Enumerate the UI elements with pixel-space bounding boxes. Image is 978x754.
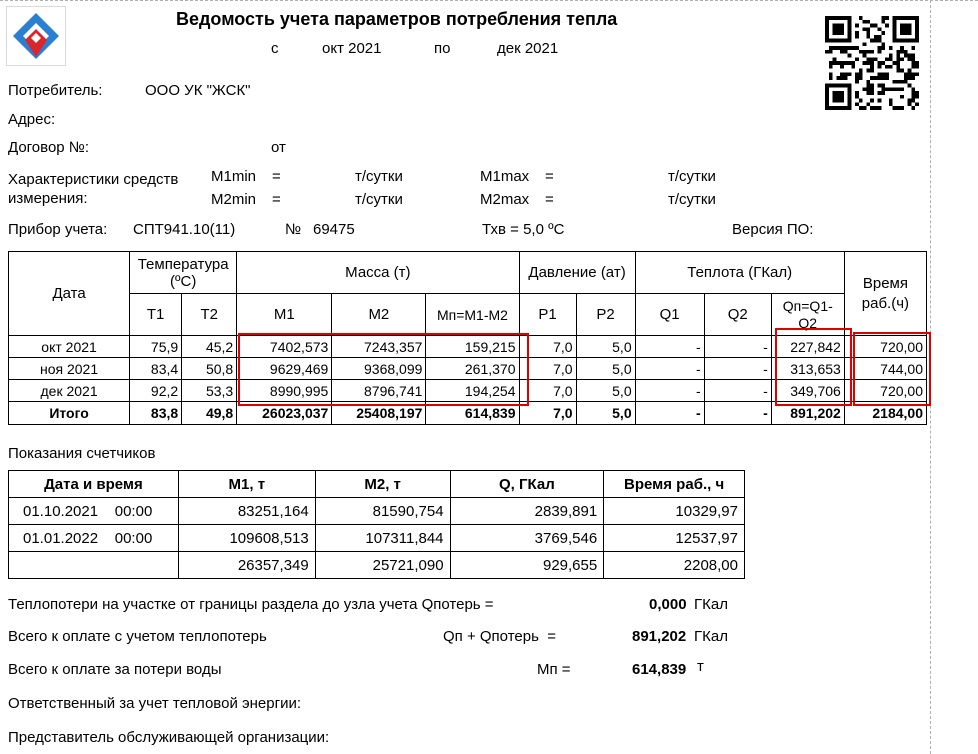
header-mp: Mп=M1-M2 [426,294,519,336]
company-logo [6,6,66,66]
meter-q: 3769,546 [450,525,604,552]
meter-diff-work: 2208,00 [604,552,745,579]
period-from-label: с [271,40,279,57]
row-p1: 7,0 [519,380,576,402]
consumer-value: ООО УК "ЖСК" [145,82,251,99]
header-temperature: Температура (ºС) [130,252,237,294]
m1max-eq: = [545,168,554,185]
heatloss-unit: ГКал [694,596,728,613]
software-version-label: Версия ПО: [732,221,814,238]
m2max-label: M2max [480,191,530,208]
water-loss-unit: т [697,658,704,675]
meter-datetime: 01.10.2021 00:00 [9,498,179,525]
service-rep-label: Представитель обслуживающей организации: [8,729,330,746]
total-t2: 49,8 [182,402,237,425]
water-loss-value: 614,839 [632,661,687,678]
meter-q: 2839,891 [450,498,604,525]
m1min-label: M1min [211,168,257,185]
total-p2: 5,0 [576,402,635,425]
meters-header-date: Дата и время [9,471,179,498]
water-loss-formula: Mп = [537,661,571,678]
header-p1: P1 [519,294,576,336]
device-label: Прибор учета: [8,221,108,238]
meter-datetime: 01.01.2022 00:00 [9,525,179,552]
total-t1: 83,8 [130,402,182,425]
header-q1: Q1 [635,294,704,336]
row-t2: 53,3 [182,380,237,402]
characteristics-label-1: Характеристики средств [8,171,179,188]
meter-m2: 81590,754 [315,498,450,525]
header-mass: Масса (т) [237,252,519,294]
row-p2: 5,0 [576,380,635,402]
m2max-eq: = [545,191,554,208]
meters-diff-row [9,552,745,579]
m2max-unit: т/сутки [668,191,716,208]
meter-diff-empty [9,552,179,579]
contract-label: Договор №: [8,139,90,156]
m1min-eq: = [272,168,281,185]
meter-m1: 83251,164 [178,498,315,525]
total-pay-unit: ГКал [694,628,728,645]
row-q2: - [704,380,771,402]
row-qp: 313,653 [771,358,844,380]
highlight-work-time [853,332,931,406]
contract-date-label: от [271,139,286,156]
m2min-unit: т/сутки [355,191,403,208]
page-top-guide [0,0,978,1]
table-row [9,525,745,552]
meters-header [9,471,745,498]
characteristics-label-2: измерения: [8,190,88,207]
total-m1: 26023,037 [237,402,332,425]
row-mp: 194,254 [426,380,519,402]
meter-diff-m1: 26357,349 [178,552,315,579]
row-date: ноя 2021 [9,358,130,380]
cold-water-temp: Тхв = 5,0 ºС [482,221,565,238]
m1max-label: M1max [480,168,530,185]
total-mp: 614,839 [426,402,519,425]
row-q2: - [704,358,771,380]
period-to-label: по [434,40,451,57]
header-t1: T1 [130,294,182,336]
header-p2: P2 [576,294,635,336]
consumer-label: Потребитель: [8,82,103,99]
row-mp: 261,370 [426,358,519,380]
meter-m1: 109608,513 [178,525,315,552]
total-pay-label: Всего к оплате с учетом теплопотерь [8,628,267,645]
row-m1: 7402,573 [237,336,332,358]
row-p2: 5,0 [576,336,635,358]
row-q1: - [635,358,704,380]
row-t2: 45,2 [182,336,237,358]
device-number: 69475 [313,221,355,238]
meters-header-m1: М1, т [178,471,315,498]
meters-title: Показания счетчиков [8,445,156,462]
period-from: окт 2021 [322,40,382,57]
highlight-mass [238,333,529,406]
meters-header-m2: М2, т [315,471,450,498]
total-pay-value: 891,202 [632,628,687,645]
device-model: СПТ941.10(11) [133,221,236,238]
total-p1: 7,0 [519,402,576,425]
m2min-eq: = [272,191,281,208]
responsible-label: Ответственный за учет тепловой энергии: [8,695,302,712]
row-p1: 7,0 [519,336,576,358]
row-t1: 83,4 [130,358,182,380]
row-work-time: 720,00 [844,380,926,402]
row-m1: 8990,995 [237,380,332,402]
page-title: Ведомость учета параметров потребления тепла [176,9,618,29]
row-m2: 7243,357 [332,336,426,358]
row-t1: 75,9 [130,336,182,358]
total-pay-formula: Qп + Qпотерь = [443,628,556,645]
header-date: Дата [9,252,130,336]
row-qp: 349,706 [771,380,844,402]
meter-work: 10329,97 [604,498,745,525]
meters-header-time: Время раб., ч [604,471,745,498]
row-q1: - [635,336,704,358]
header-work-time: Время раб.(ч) [844,252,926,336]
header-t2: T2 [182,294,237,336]
row-t1: 92,2 [130,380,182,402]
header-m1: M1 [237,294,332,336]
total-m2: 25408,197 [332,402,426,425]
period-to: дек 2021 [497,40,559,57]
m2min-label: M2min [211,191,257,208]
row-m2: 8796,741 [332,380,426,402]
header-pressure: Давление (ат) [519,252,635,294]
heatloss-label: Теплопотери на участке от границы раздела до узла учета Qпотерь = [8,596,494,613]
highlight-heat [775,328,852,406]
header-m2: M2 [332,294,426,336]
meter-work: 12537,97 [604,525,745,552]
water-loss-label: Всего к оплате за потери воды [8,661,222,678]
address-label: Адрес: [8,111,56,128]
row-q2: - [704,336,771,358]
total-q2: - [704,402,771,425]
row-qp: 227,842 [771,336,844,358]
row-p1: 7,0 [519,358,576,380]
meters-table [8,470,745,579]
total-work-time: 2184,00 [844,402,926,425]
meter-m2: 107311,844 [315,525,450,552]
qr-code [825,16,919,110]
device-number-label: № [285,221,302,238]
m1min-unit: т/сутки [355,168,403,185]
row-p2: 5,0 [576,358,635,380]
header-q2: Q2 [704,294,771,336]
meter-diff-m2: 25721,090 [315,552,450,579]
row-date: дек 2021 [9,380,130,402]
row-mp: 159,215 [426,336,519,358]
row-m1: 9629,469 [237,358,332,380]
row-q1: - [635,380,704,402]
meter-diff-q: 929,655 [450,552,604,579]
row-date: окт 2021 [9,336,130,358]
row-work-time: 720,00 [844,336,926,358]
meters-header-q: Q, ГКал [450,471,604,498]
heatloss-value: 0,000 [649,596,687,613]
total-label: Итого [9,402,130,425]
row-t2: 50,8 [182,358,237,380]
table-row [9,498,745,525]
m1max-unit: т/сутки [668,168,716,185]
row-work-time: 744,00 [844,358,926,380]
header-heat: Теплота (ГКал) [635,252,844,294]
row-m2: 9368,099 [332,358,426,380]
total-qp: 891,202 [771,402,844,425]
total-q1: - [635,402,704,425]
header-qp: Qп=Q1-Q2 [771,294,844,336]
